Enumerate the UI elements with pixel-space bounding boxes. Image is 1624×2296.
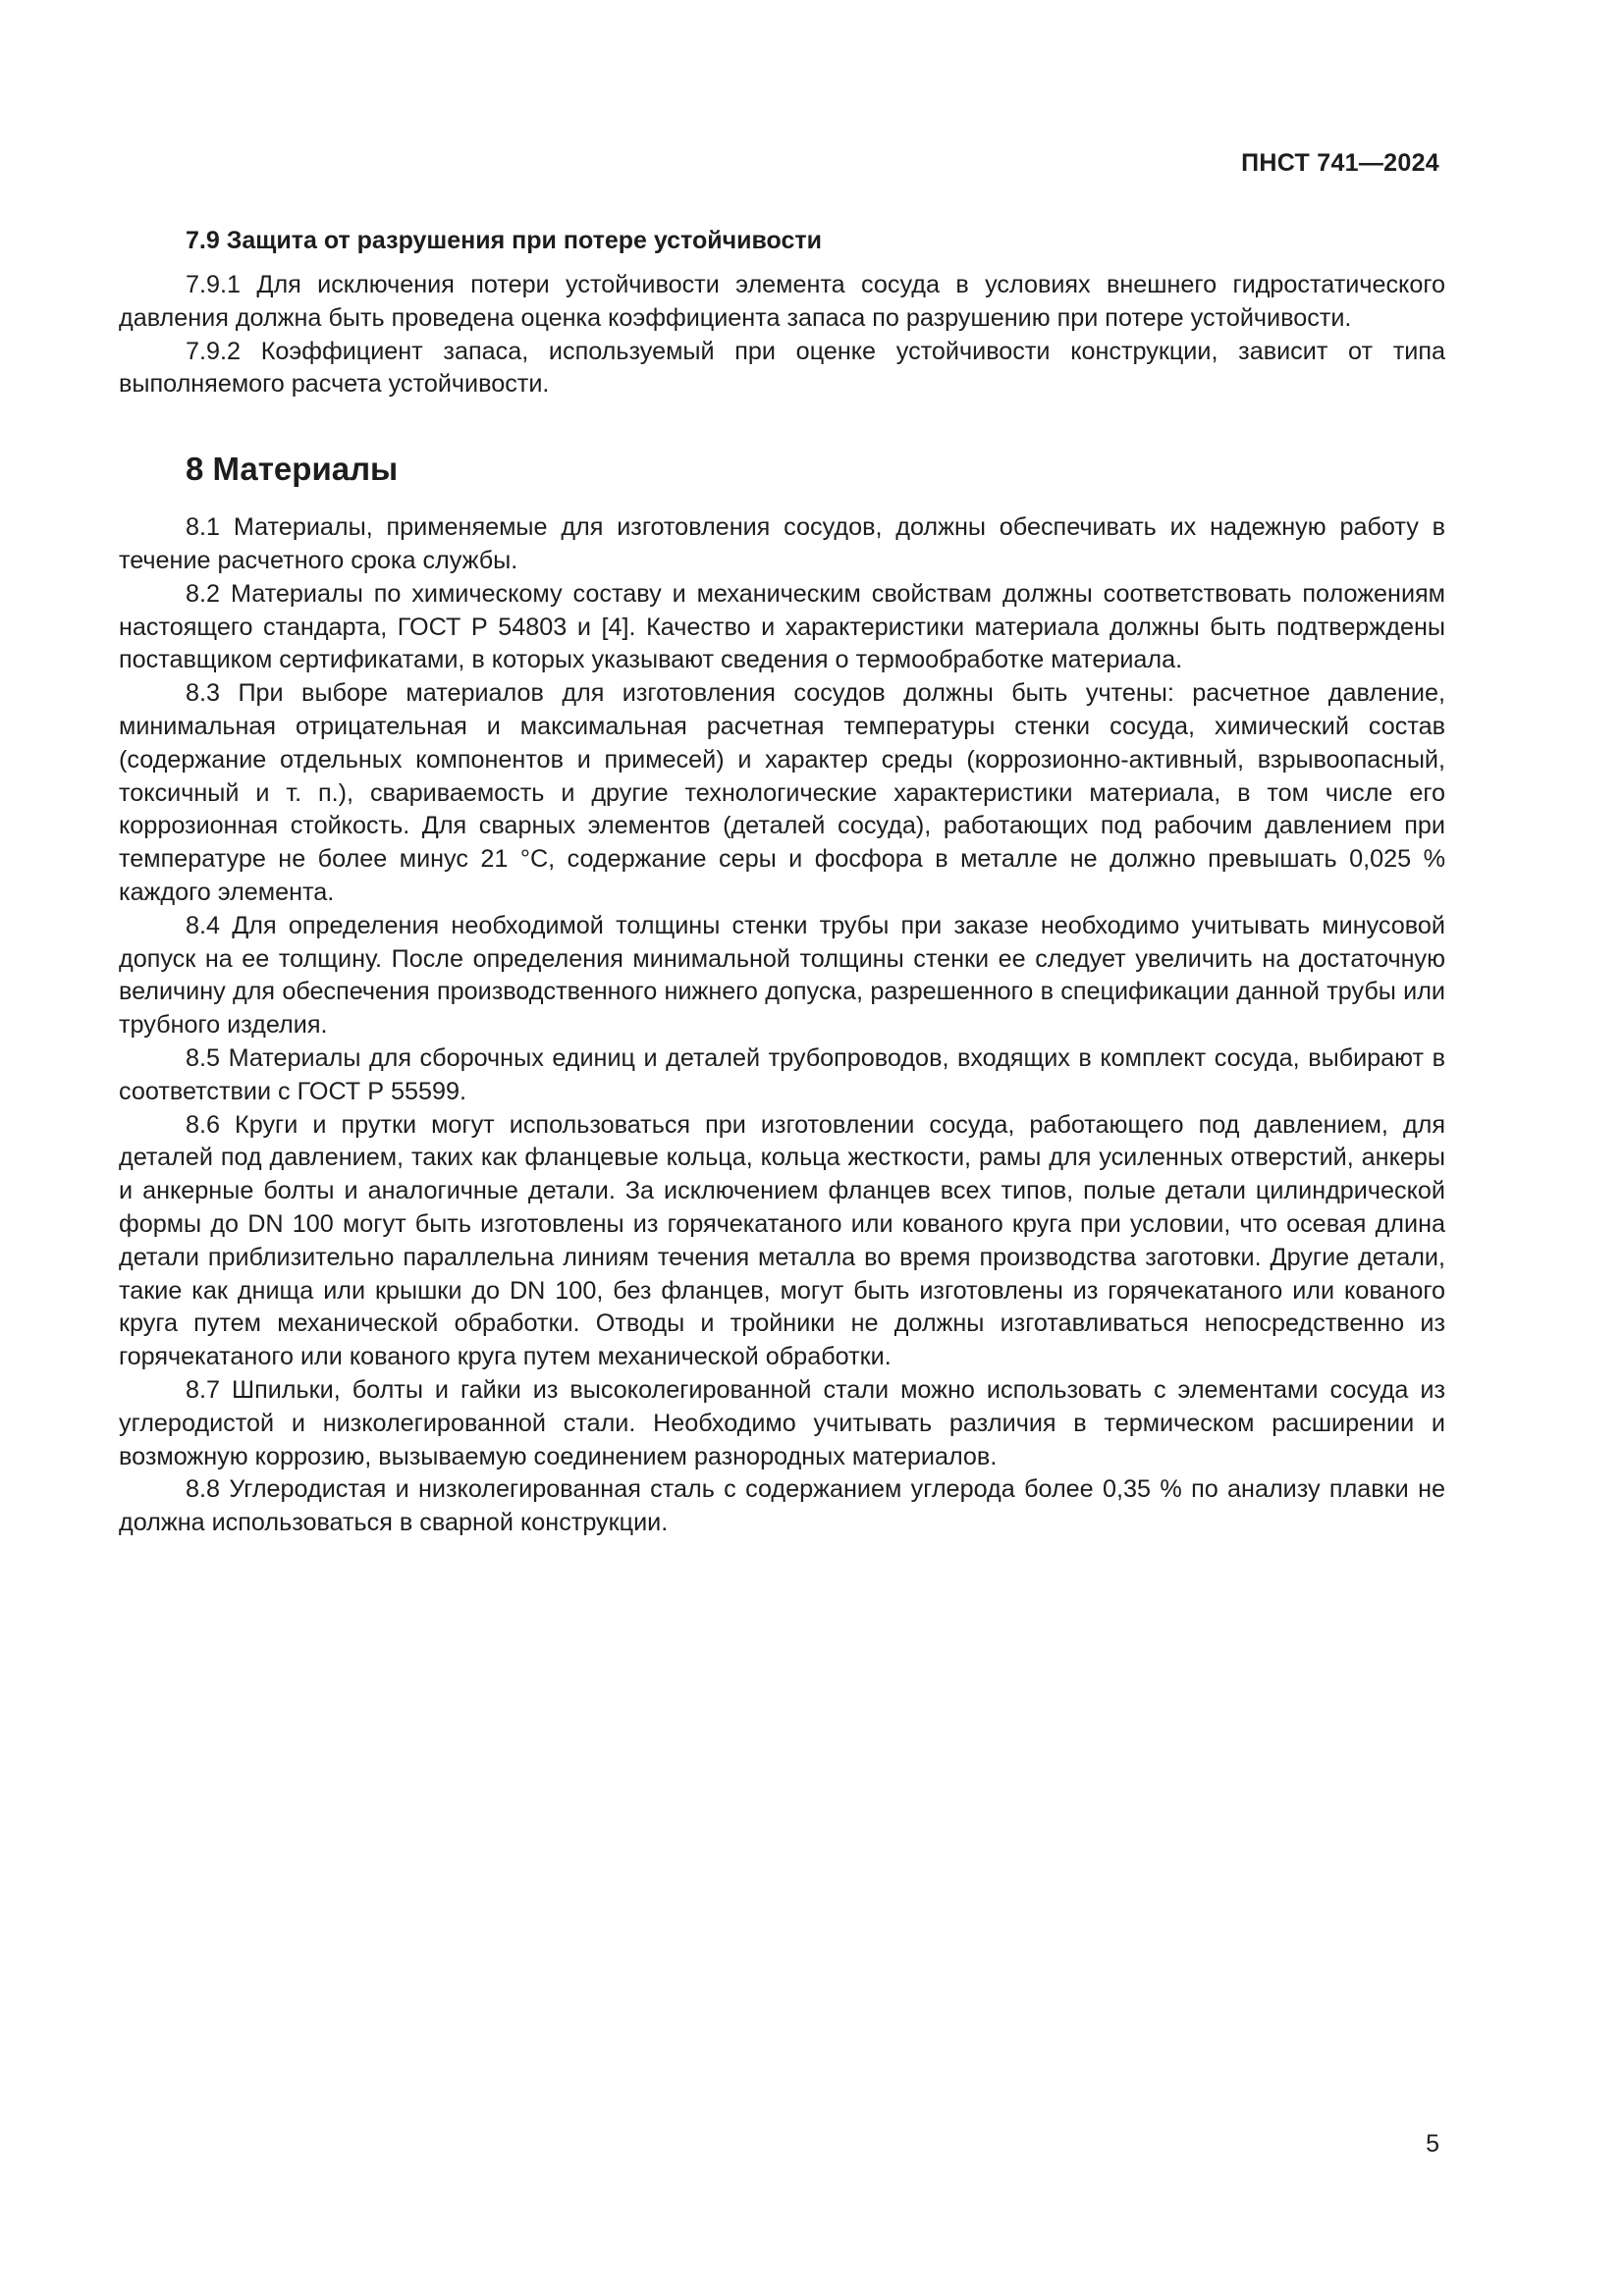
paragraph-8-8: 8.8 Углеродистая и низколегированная сталь с содержанием углерода более 0,35 % по анализу плавки не должна использоваться в сварной конструкции. bbox=[119, 1475, 1445, 1537]
paragraph-8-1: 8.1 Материалы, применяемые для изготовления сосудов, должны обеспечивать их надежную работу в течение расчетного срока службы. bbox=[119, 513, 1445, 574]
paragraph-8-2: 8.2 Материалы по химическому составу и механическим свойствам должны соответствовать положениям настоящего стандарта, ГОСТ Р 54803 и [4]. Качество и характеристики материала должны быть подтверждены поставщиком сертификатами, в которых указывают сведения о термообработке материала. bbox=[119, 579, 1445, 674]
paragraph-7-9-1: 7.9.1 Для исключения потери устойчивости элемента сосуда в условиях внешнего гидростатического давления должна быть проведена оценка коэффициента запаса по разрушению при потере устойчивости. bbox=[119, 271, 1445, 332]
section-title-8: 8 Материалы bbox=[186, 451, 399, 488]
page-number: 5 bbox=[1426, 2130, 1439, 2158]
document-code: ПНСТ 741—2024 bbox=[1241, 149, 1439, 177]
paragraph-8-4: 8.4 Для определения необходимой толщины стенки трубы при заказе необходимо учитывать минусовой допуск на ее толщину. После определения минимальной толщины стенки ее следует увеличить на достаточную величину для обеспечения производственного нижнего допуска, разрешенного в спецификации данной трубы или трубного изделия. bbox=[119, 911, 1445, 1040]
paragraph-8-3: 8.3 При выборе материалов для изготовления сосудов должны быть учтены: расчетное давление, минимальная отрицательная и максимальная расчетная температуры стенки сосуда, химический состав (содержание отдельных компонентов и примесей) и характер среды (коррозионно-активный, взрывоопасный, токсичный и т. п.), свариваемость и другие технологические характеристики материала, в том числе его коррозионная стойкость. Для сварных элементов (деталей сосуда), работающих под рабочим давлением при температуре не более минус 21 °С, содержание серы и фосфора в металле не должно превышать 0,025 % каждого элемента. bbox=[119, 679, 1445, 906]
subsection-title-7-9: 7.9 Защита от разрушения при потере устойчивости bbox=[186, 227, 822, 254]
paragraph-8-7: 8.7 Шпильки, болты и гайки из высоколегированной стали можно использовать с элементами сосуда из углеродистой и низколегированной стали. Необходимо учитывать различия в термическом расширении и возможную коррозию, вызываемую соединением разнородных материалов. bbox=[119, 1375, 1445, 1470]
paragraph-8-5: 8.5 Материалы для сборочных единиц и деталей трубопроводов, входящих в комплект сосуда, выбирают в соответствии с ГОСТ Р 55599. bbox=[119, 1043, 1445, 1105]
paragraph-8-6: 8.6 Круги и прутки могут использоваться при изготовлении сосуда, работающего под давлением, для деталей под давлением, таких как фланцевые кольца, кольца жесткости, рамы для усиленных отверстий, анкеры и анкерные болты и аналогичные детали. За исключением фланцев всех типов, полые детали цилиндрической формы до DN 100 могут быть изготовлены из горячекатаного или кованого круга при условии, что осевая длина детали приблизительно параллельна линиям течения металла во время производства заготовки. Другие детали, такие как днища или крышки до DN 100, без фланцев, могут быть изготовлены из горячекатаного или кованого круга путем механической обработки. Отводы и тройники не должны изготавливаться непосредственно из горячекатаного или кованого круга путем механической обработки. bbox=[119, 1110, 1445, 1371]
page-content bbox=[119, 224, 1445, 1540]
paragraph-7-9-2: 7.9.2 Коэффициент запаса, используемый при оценке устойчивости конструкции, зависит от типа выполняемого расчета устойчивости. bbox=[119, 337, 1445, 399]
